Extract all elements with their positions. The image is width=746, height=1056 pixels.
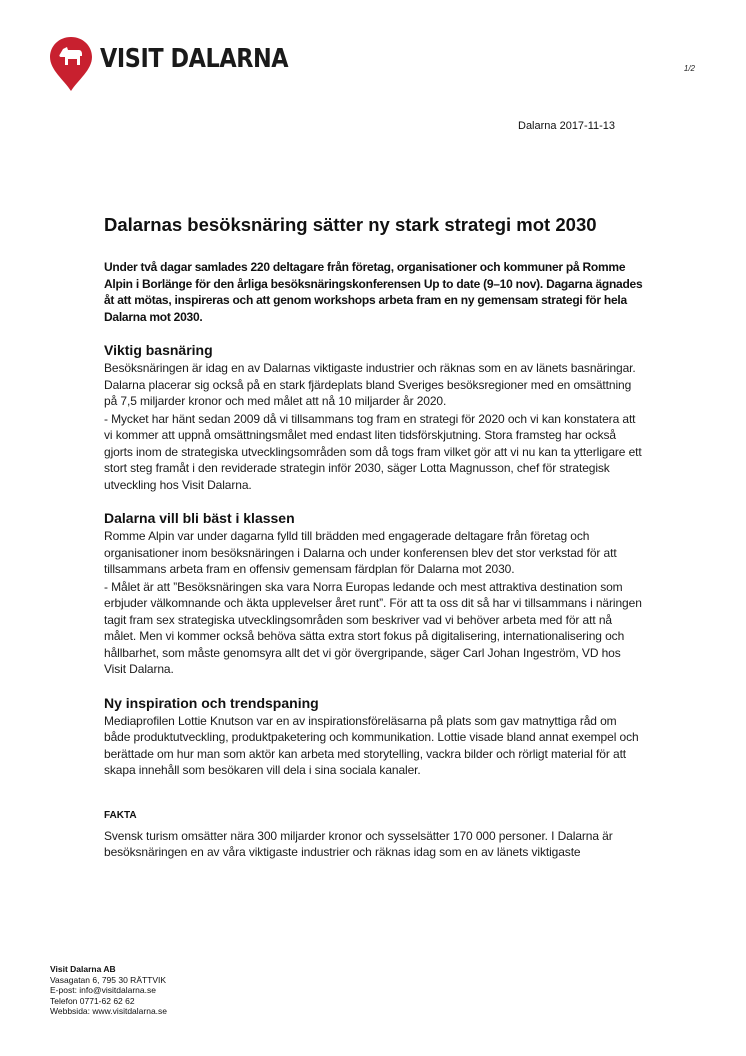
paragraph: Besöksnäringen är idag en av Dalarnas viktigaste industrier och räknas som en av länets basnäringar. Dalarna placerar sig också på en stark fjärdeplats bland Sveriges besöksregioner med en omsättning på 7,5 miljarder kronor och med målet att nå 10 miljarder år 2020. xyxy=(104,361,636,408)
paragraph: Mediaprofilen Lottie Knutson var en av inspirationsföreläsarna på plats som gav matnyttiga råd om både produktutveckling, produktpaketering och kommunikation. Lottie visade bland annat exempel och berättade om hur man som aktör kan arbeta med storytelling, vackra bilder och rörligt material för att skapa innehåll som besökaren vill dela i sina sociala kanaler. xyxy=(104,713,639,777)
footer-email[interactable]: E-post: info@visitdalarna.se xyxy=(50,985,156,995)
article xyxy=(104,213,644,861)
section-bast-i-klassen xyxy=(104,509,644,678)
paragraph: Romme Alpin var under dagarna fylld till brädden med engagerade deltagare från företag och organisationer inom besöksnäringen i Dalarna och under konferensen blev det stor verkstad för att tillsammans arbeta fram en offensiv gemensam färdplan för Dalarna mot 2030. xyxy=(104,529,617,576)
article-title: Dalarnas besöksnäring sätter ny stark strategi mot 2030 xyxy=(104,214,597,235)
footer-contact xyxy=(50,964,167,1017)
section-heading: Ny inspiration och trendspaning xyxy=(104,694,319,711)
paragraph: - Målet är att ”Besöksnäringen ska vara Norra Europas ledande och mest attraktiva destination som erbjuder välkomnande och äkta upplevelser året runt”. För att ta oss dit så har vi tillsammans i näringen tagit fram sex strategiska utvecklingsområden som beskriver vad vi behöver arbeta med för att nå målet. Men vi kommer också behöva sätta extra stort fokus på digitalisering, internationalisering och hållbarhet, som måste genomsyra allt det vi gör övergripande, säger Carl Johan Ingeström, VD hos Visit Dalarna. xyxy=(104,579,642,676)
logo-wordmark: VISIT DALARNA xyxy=(100,44,289,74)
footer-address: Vasagatan 6, 795 30 RÄTTVIK xyxy=(50,974,167,985)
fakta-text: Svensk turism omsätter nära 300 miljarder kronor och sysselsätter 170 000 personer. I Dalarna är besöksnäringen en av våra viktigaste industrier och räknas idag som en av länets viktigaste xyxy=(104,828,613,859)
section-ny-inspiration xyxy=(104,694,644,779)
section-viktig-basnaring xyxy=(104,341,644,493)
fakta-box xyxy=(104,809,644,861)
footer-web[interactable]: Webbsida: www.visitdalarna.se xyxy=(50,1006,168,1016)
section-heading: Viktig basnäring xyxy=(104,342,213,358)
article-lead: Under två dagar samlades 220 deltagare från företag, organisationer och kommuner på Romme Alpin i Borlänge för den årliga besöksnäringskonferensen Up to date (9–10 nov). Dagarna ägnades åt att mötas, inspireras och att genom workshops arbeta fram en ny gemensam strategi för hela Dalarna mot 2030. xyxy=(104,260,643,324)
dala-horse-pin-icon xyxy=(48,36,94,92)
footer-org: Visit Dalarna AB xyxy=(50,964,116,974)
dateline: Dalarna 2017-11-13 xyxy=(518,120,616,132)
paragraph: - Mycket har hänt sedan 2009 då vi tillsammans tog fram en strategi för 2020 och vi kan konstatera att vi kommer att uppnå omsättningsmålet med endast liten tidsförskjutning. Stora framsteg har också gjorts inom de strategiska utvecklingsområden som då togs fram vilket gör att vi nu kan ta ytterligare ett stort steg framåt i den reviderade strategin inför 2030, säger Lotta Magnusson, chef för strategisk utveckling hos Visit Dalarna. xyxy=(104,411,642,492)
page-number: 1/2 xyxy=(683,64,695,73)
footer-phone: Telefon 0771-62 62 62 xyxy=(50,995,135,1006)
fakta-heading: FAKTA xyxy=(104,809,137,821)
section-heading: Dalarna vill bli bäst i klassen xyxy=(104,510,295,526)
visit-dalarna-logo[interactable] xyxy=(48,36,289,92)
